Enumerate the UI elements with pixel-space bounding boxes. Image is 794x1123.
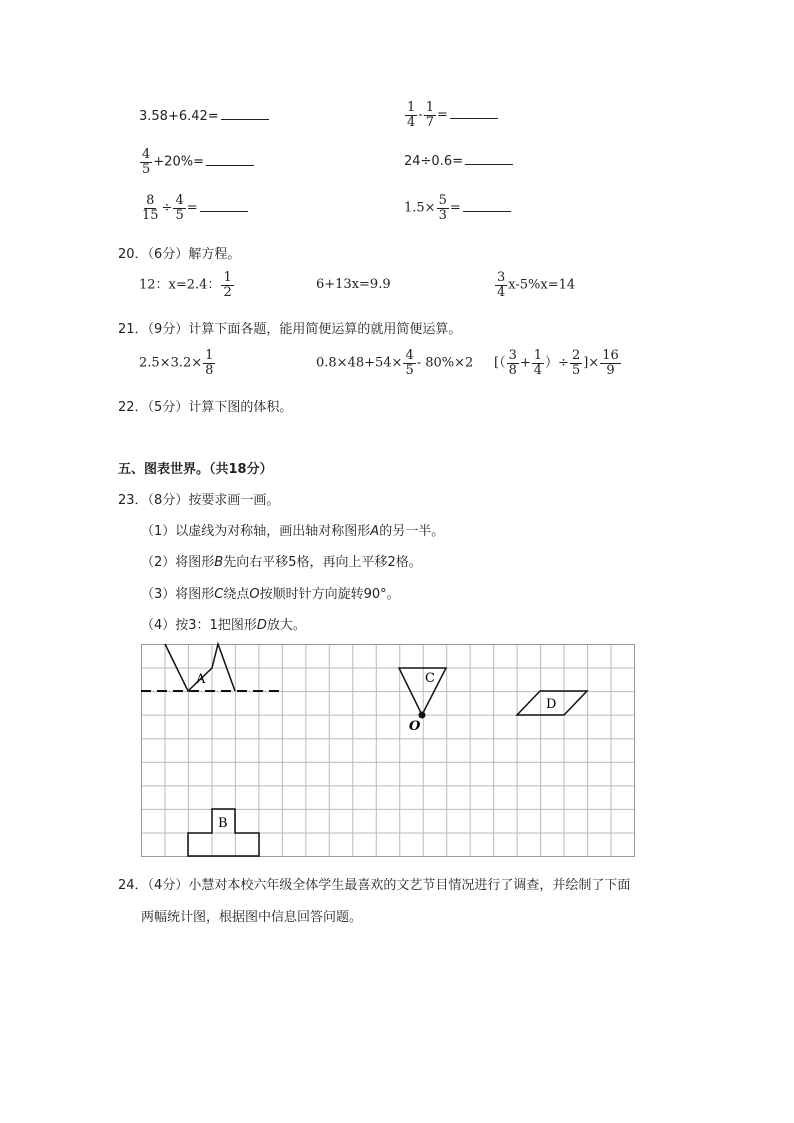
q23-item-3: （3）将图形C绕点O按顺时针方向旋转90°。 bbox=[141, 587, 400, 602]
question-24-line-1: 24．（4分）小慧对本校六年级全体学生最喜欢的文艺节目情况进行了调查，并绘制了下面 bbox=[118, 878, 631, 893]
question-23-title: 23．（8分）按要求画一画。 bbox=[118, 493, 280, 508]
grid-lines bbox=[142, 645, 635, 857]
expression: 24÷0.6= bbox=[404, 154, 464, 169]
equation-2: 6+13x=9.9 bbox=[316, 277, 391, 292]
point-o-label: O bbox=[409, 719, 421, 734]
section-5-heading: 五、图表世界。（共18分） bbox=[118, 462, 273, 477]
calc-four-fifths-plus-20-percent: $\frac{4}{5}$ +20%= bbox=[139, 148, 254, 176]
fraction: $\frac{4}{5}$ bbox=[405, 348, 414, 378]
shape-b-label: B bbox=[218, 816, 228, 831]
question-22-title: 22．（5分）计算下图的体积。 bbox=[118, 400, 293, 415]
point-o bbox=[419, 712, 426, 719]
fraction: $\frac{3}{4}$ bbox=[497, 270, 506, 300]
fraction: $\frac{4}{5}$ bbox=[175, 193, 184, 223]
shape-d-label: D bbox=[546, 697, 557, 712]
expression-3: [（ $\frac{3}{8}$ + $\frac{1}{4}$ ）÷ $\frac{2}{5}$ ]× $\frac{16}{9}$ bbox=[494, 348, 619, 378]
fraction: $\frac{4}{5}$ bbox=[142, 147, 151, 177]
fraction: $\frac{1}{4}$ bbox=[533, 348, 543, 378]
fraction: $\frac{1}{2}$ bbox=[223, 270, 232, 300]
question-21-title: 21．（9分）计算下面各题，能用简便运算的就用简便运算。 bbox=[118, 322, 462, 337]
fraction: $\frac{3}{8}$ bbox=[508, 348, 517, 378]
fraction: $\frac{1}{8}$ bbox=[205, 348, 214, 378]
q23-item-2: （2）将图形B先向右平移5格，再向上平移2格。 bbox=[141, 555, 422, 570]
shape-a-label: A bbox=[196, 672, 206, 687]
fraction: $\frac{5}{3}$ bbox=[438, 193, 447, 223]
calc-1-5-times-5-3: 1.5× $\frac{5}{3}$ = bbox=[404, 194, 511, 222]
grid-border bbox=[142, 645, 635, 857]
calc-quarter-minus-seventh: $\frac{1}{4}$ - $\frac{1}{7}$ = bbox=[404, 101, 498, 129]
fraction: $\frac{16}{9}$ bbox=[602, 348, 619, 378]
q23-item-4: （4）按3：1把图形D放大。 bbox=[141, 618, 306, 633]
q23-item-1: （1）以虚线为对称轴，画出轴对称图形A的另一半。 bbox=[141, 524, 445, 539]
expression-1: 2.5×3.2× $\frac{1}{8}$ bbox=[139, 348, 214, 378]
fraction: $\frac{8}{15}$ bbox=[142, 193, 159, 223]
question-20-title: 20．（6分）解方程。 bbox=[118, 247, 241, 262]
fraction: $\frac{1}{7}$ bbox=[425, 100, 434, 130]
expression-2: 0.8×48+54× $\frac{4}{5}$ - 80%×2 bbox=[316, 348, 474, 378]
fraction: $\frac{2}{5}$ bbox=[571, 348, 581, 378]
fraction: $\frac{1}{4}$ bbox=[407, 100, 416, 130]
expression: 3.58+6.42= bbox=[139, 109, 219, 124]
equation-1: 12：x=2.4： $\frac{1}{2}$ bbox=[139, 270, 232, 300]
question-24-line-2: 两幅统计图，根据图中信息回答问题。 bbox=[141, 910, 363, 925]
calc-8-15-div-4-5: $\frac{8}{15}$ ÷ $\frac{4}{5}$ = bbox=[139, 194, 248, 222]
shape-c-label: C bbox=[425, 671, 435, 686]
equation-3: $\frac{3}{4}$ x-5%x=14 bbox=[497, 270, 576, 300]
